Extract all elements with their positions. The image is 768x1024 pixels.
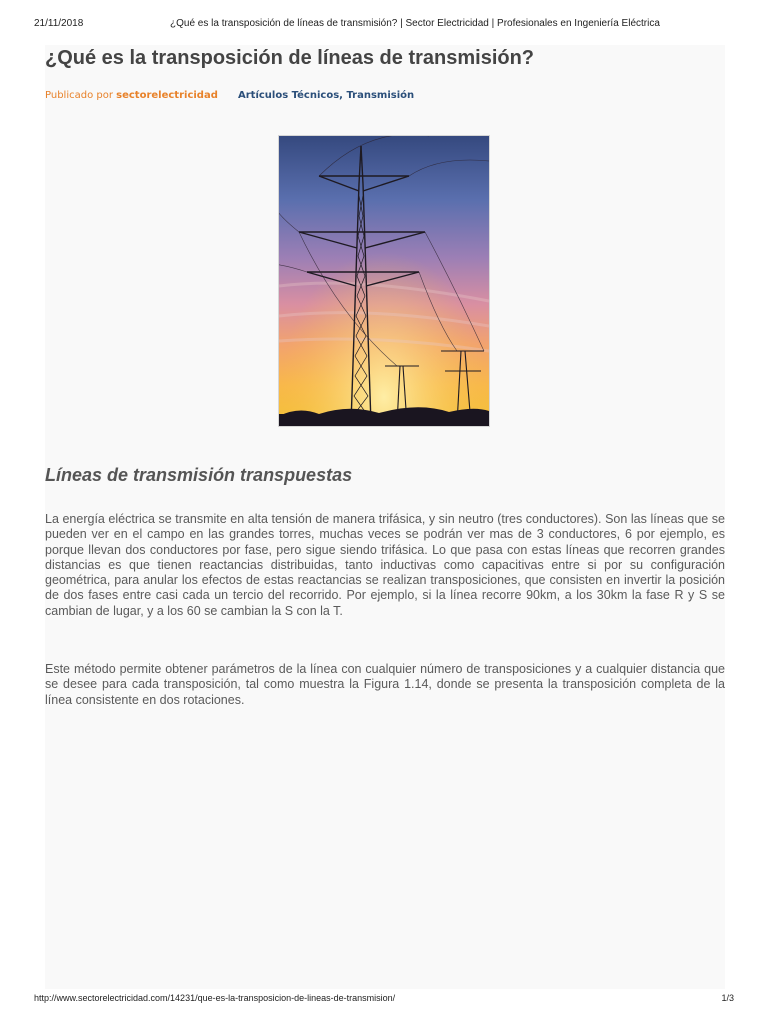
article-paragraph-2: Este método permite obtener parámetros de la línea con cualquier número de transposiciones y a cualquier distancia que se desee para cada transposición, tal como muestra la Figura 1.14, donde se presenta la transposición completa de la línea consistente en dos rotaciones. xyxy=(45,662,725,707)
author-link[interactable]: sectorelectricidad xyxy=(116,90,218,101)
category-list xyxy=(238,90,414,101)
page-number: 1/3 xyxy=(721,993,734,1003)
section-heading: Líneas de transmisión transpuestas xyxy=(45,465,353,485)
print-date: 21/11/2018 xyxy=(34,18,84,29)
page-url[interactable]: http://www.sectorelectricidad.com/14231/que-es-la-transposicion-de-lineas-de-transmision/ xyxy=(34,993,396,1003)
category-separator: , xyxy=(339,90,347,101)
print-header xyxy=(34,18,734,32)
transmission-tower-photo xyxy=(279,136,489,426)
published-by-label: Publicado por xyxy=(45,90,113,101)
article-meta xyxy=(45,90,415,101)
print-page-title: ¿Qué es la transposición de líneas de transmisión? | Sector Electricidad | Profesionales en Ingeniería Eléctrica xyxy=(170,18,660,29)
article-title: ¿Qué es la transposición de líneas de transmisión? xyxy=(45,47,535,69)
category-link-transmision[interactable]: Transmisión xyxy=(346,90,415,101)
hero-image-transmission-tower xyxy=(278,135,490,427)
category-link-articulos-tecnicos[interactable]: Artículos Técnicos xyxy=(238,90,340,101)
article-paragraph-1: La energía eléctrica se transmite en alta tensión de manera trifásica, y sin neutro (tres conductores). Son las líneas que se pueden ver en el campo en las grandes torres, muchas veces se podrán ver mas de 3 conductores, 6 por ejemplo, es porque llevan dos conductores por fase, pero sigue siendo trifásica. Lo que pasa con estas líneas que recorren grandes distancias es que tienen reactancias distribuidas, tanto inductivas como capacitivas entre si por su configuración geométrica, para anular los efectos de estas reactancias se realizan transposiciones, que consisten en invertir la posición de dos fases entre casi cada un tercio del recorrido. Por ejemplo, si la línea recorre 90km, a los 30km la fase R y S se cambian de lugar, y a los 60 se cambian la S con la T. xyxy=(45,512,725,618)
article-container xyxy=(45,45,725,989)
